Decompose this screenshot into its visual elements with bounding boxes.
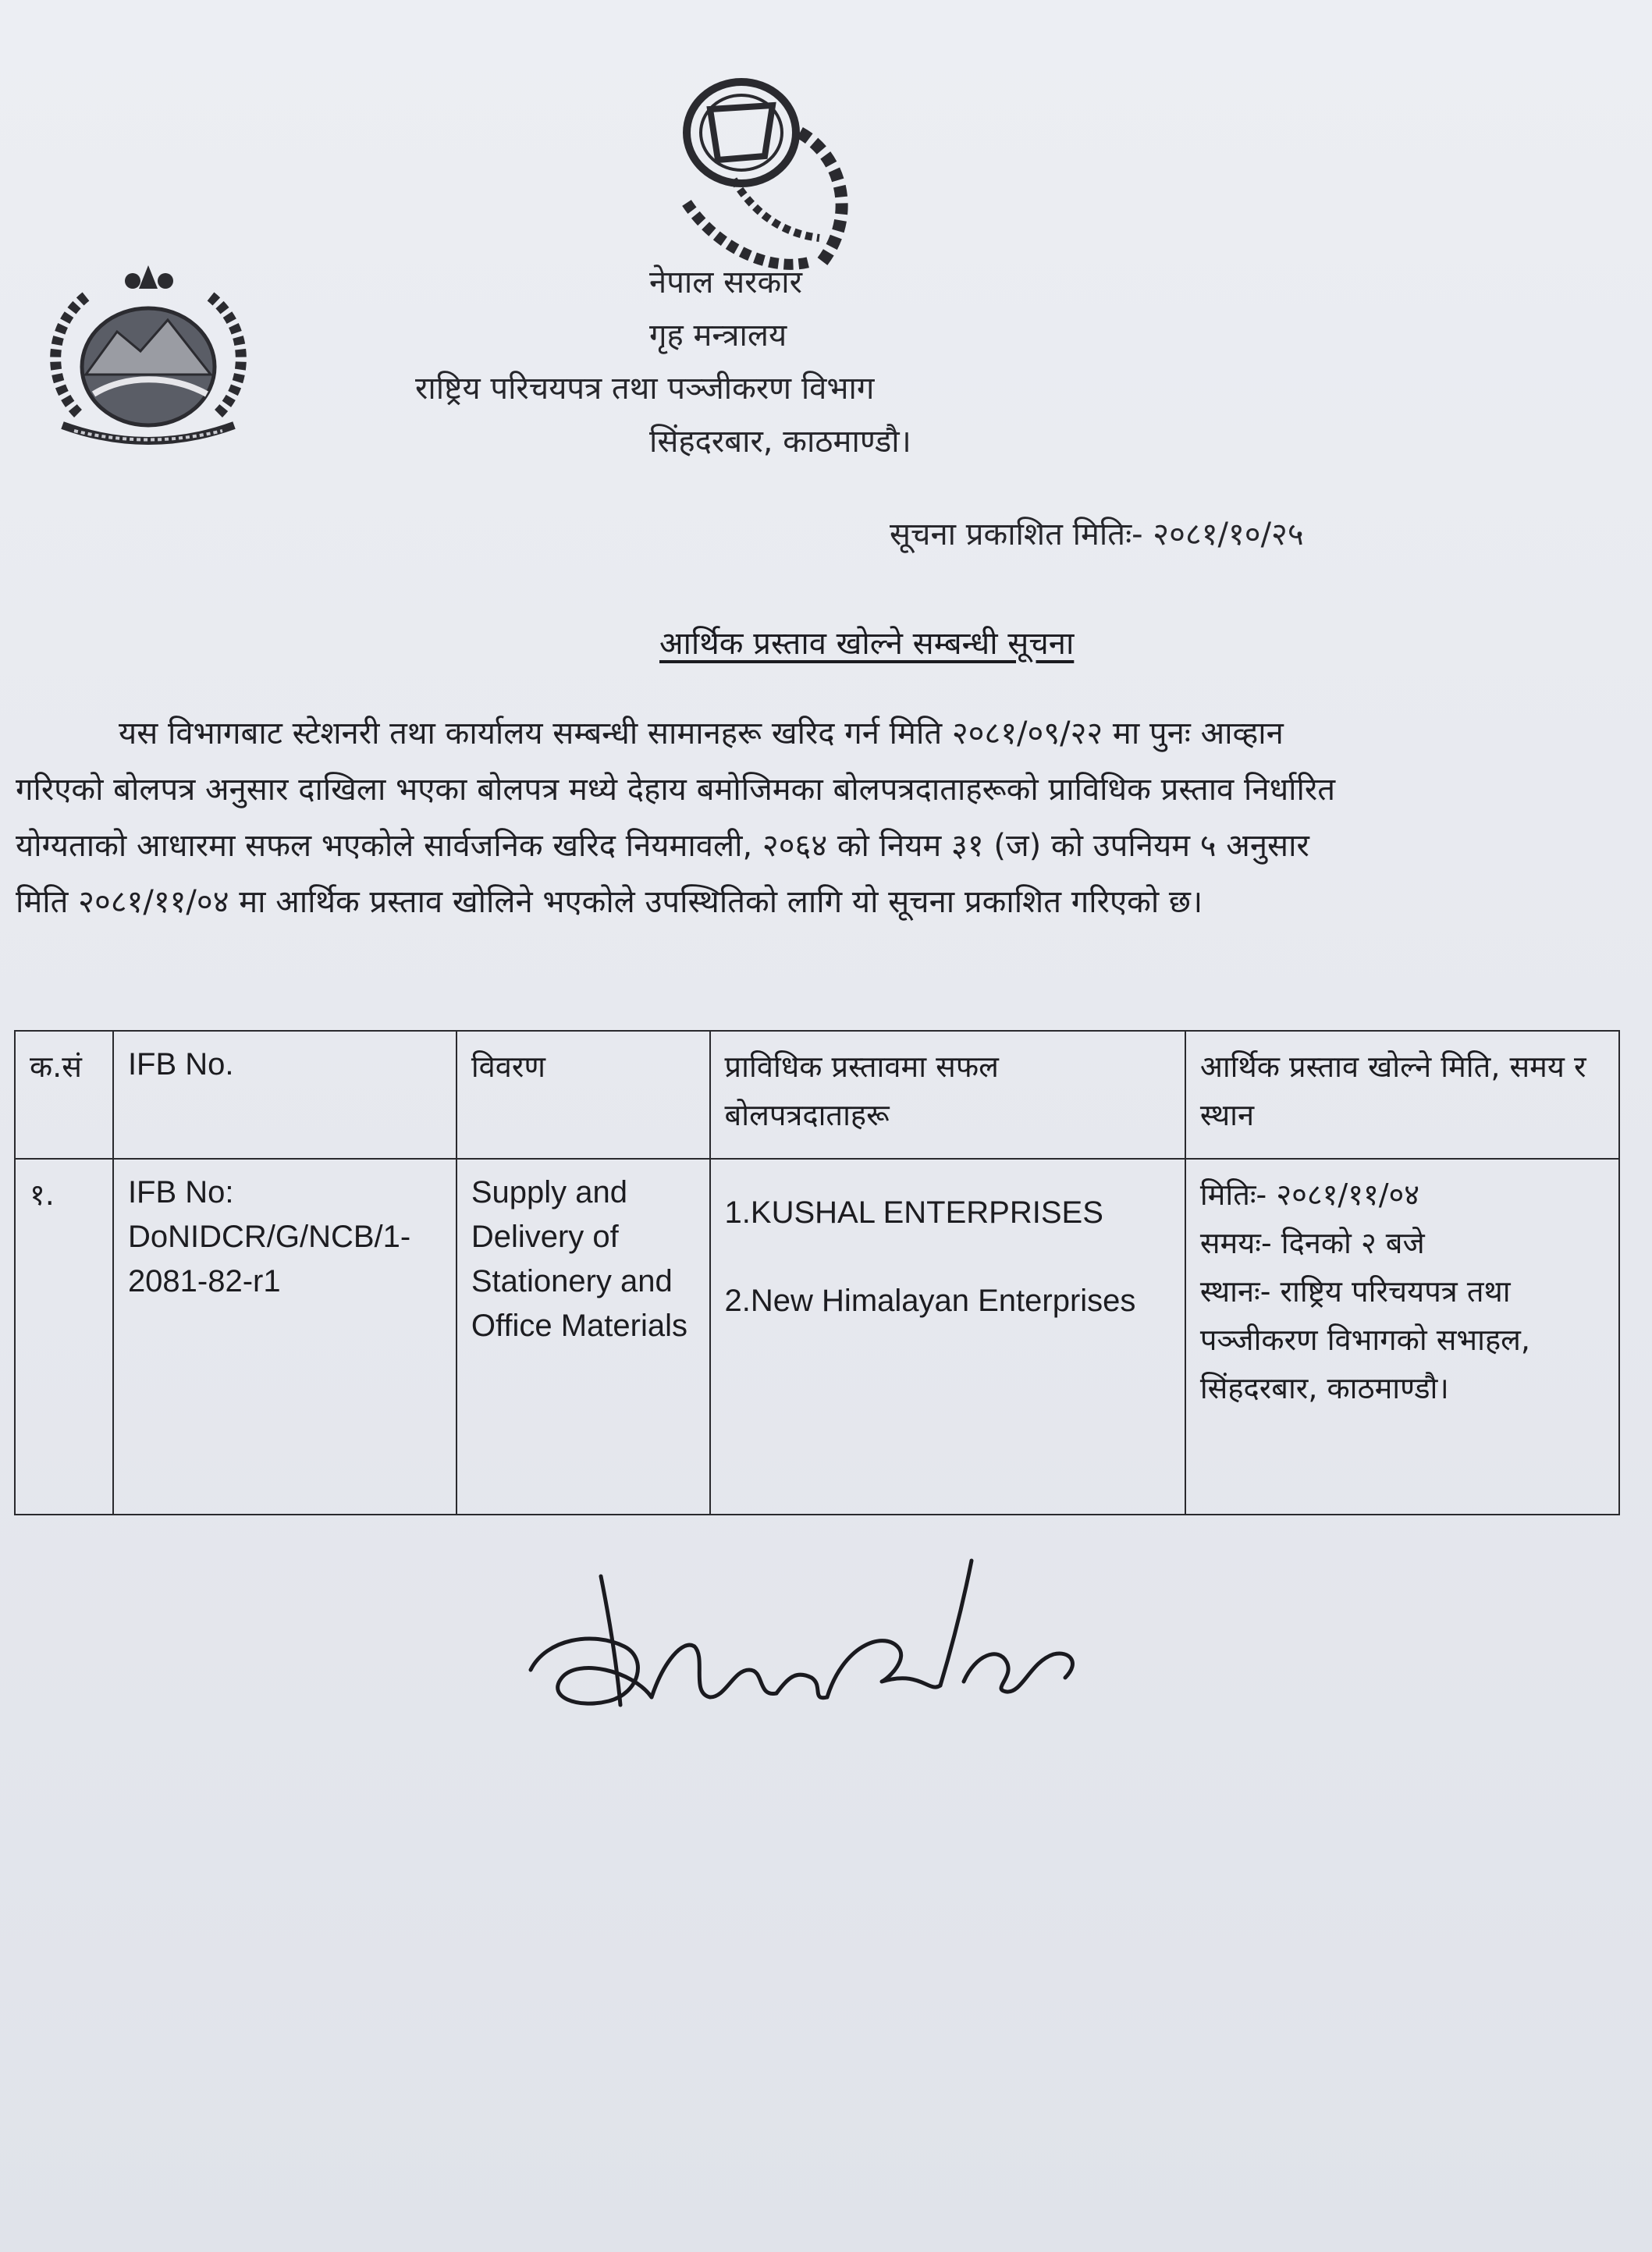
bidder-2: 2.New Himalayan Enterprises [724,1284,1136,1318]
notice-title: आर्थिक प्रस्ताव खोल्ने सम्बन्धी सूचना [659,626,1075,662]
header-serial: क.सं [15,1031,113,1159]
opening-date: मितिः- २०८१/११/०४ [1199,1178,1420,1212]
table-row [15,1159,1619,1515]
header-government: नेपाल सरकार [649,265,802,300]
header-bidders: प्राविधिक प्रस्तावमा सफल बोलपत्रदाताहरू [710,1031,1185,1159]
header-opening: आर्थिक प्रस्ताव खोल्ने मिति, समय र स्थान [1185,1031,1619,1159]
body-line-4: मिति २०८१/११/०४ मा आर्थिक प्रस्ताव खोलिने भएकोले उपस्थितिको लागि यो सूचना प्रकाशित गरिएको छ। [16,884,1203,920]
cell-description: Supply and Delivery of Stationery and Office Materials [457,1159,710,1515]
header-ifb: IFB No. [113,1031,457,1159]
opening-time: समयः- दिनको २ बजे [1199,1226,1425,1260]
signature-icon [515,1553,1092,1732]
nepal-emblem-icon [31,258,265,460]
cell-ifb: IFB No: DoNIDCR/G/NCB/1-2081-82-r1 [113,1159,457,1515]
cell-bidders [710,1159,1185,1515]
header-address: सिंहदरबार, काठमाण्डौ। [649,424,911,460]
body-line-1: यस विभागबाट स्टेशनरी तथा कार्यालय सम्बन्धी सामानहरू खरिद गर्न मिति २०८१/०९/२२ मा पुनः आव्हान [119,716,1284,751]
body-line-3: योग्यताको आधारमा सफल भएकोले सार्वजनिक खरिद नियमावली, २०६४ को नियम ३१ (ज) को उपनियम ५ अनुसार [16,828,1309,864]
ministry-seal-icon [655,62,897,289]
cell-opening [1185,1159,1619,1515]
bid-table [14,1030,1620,1515]
bidder-1: 1.KUSHAL ENTERPRISES [724,1195,1103,1230]
header-department: राष्ट्रिय परिचयपत्र तथा पञ्जीकरण विभाग [415,371,875,407]
header-description: विवरण [457,1031,710,1159]
cell-serial: १. [15,1159,113,1515]
table-header-row [15,1031,1619,1159]
body-line-2: गरिएको बोलपत्र अनुसार दाखिला भएका बोलपत्र मध्ये देहाय बमोजिमका बोलपत्रदाताहरूको प्राविधिक प्रस्ताव निर्धारित [16,772,1336,808]
opening-venue: स्थानः- राष्ट्रिय परिचयपत्र तथा पञ्जीकरण विभागको सभाहल, सिंहदरबार, काठमाण्डौ। [1199,1274,1531,1405]
header-ministry: गृह मन्त्रालय [649,318,787,353]
publish-date: सूचना प्रकाशित मितिः- २०८१/१०/२५ [890,517,1304,552]
